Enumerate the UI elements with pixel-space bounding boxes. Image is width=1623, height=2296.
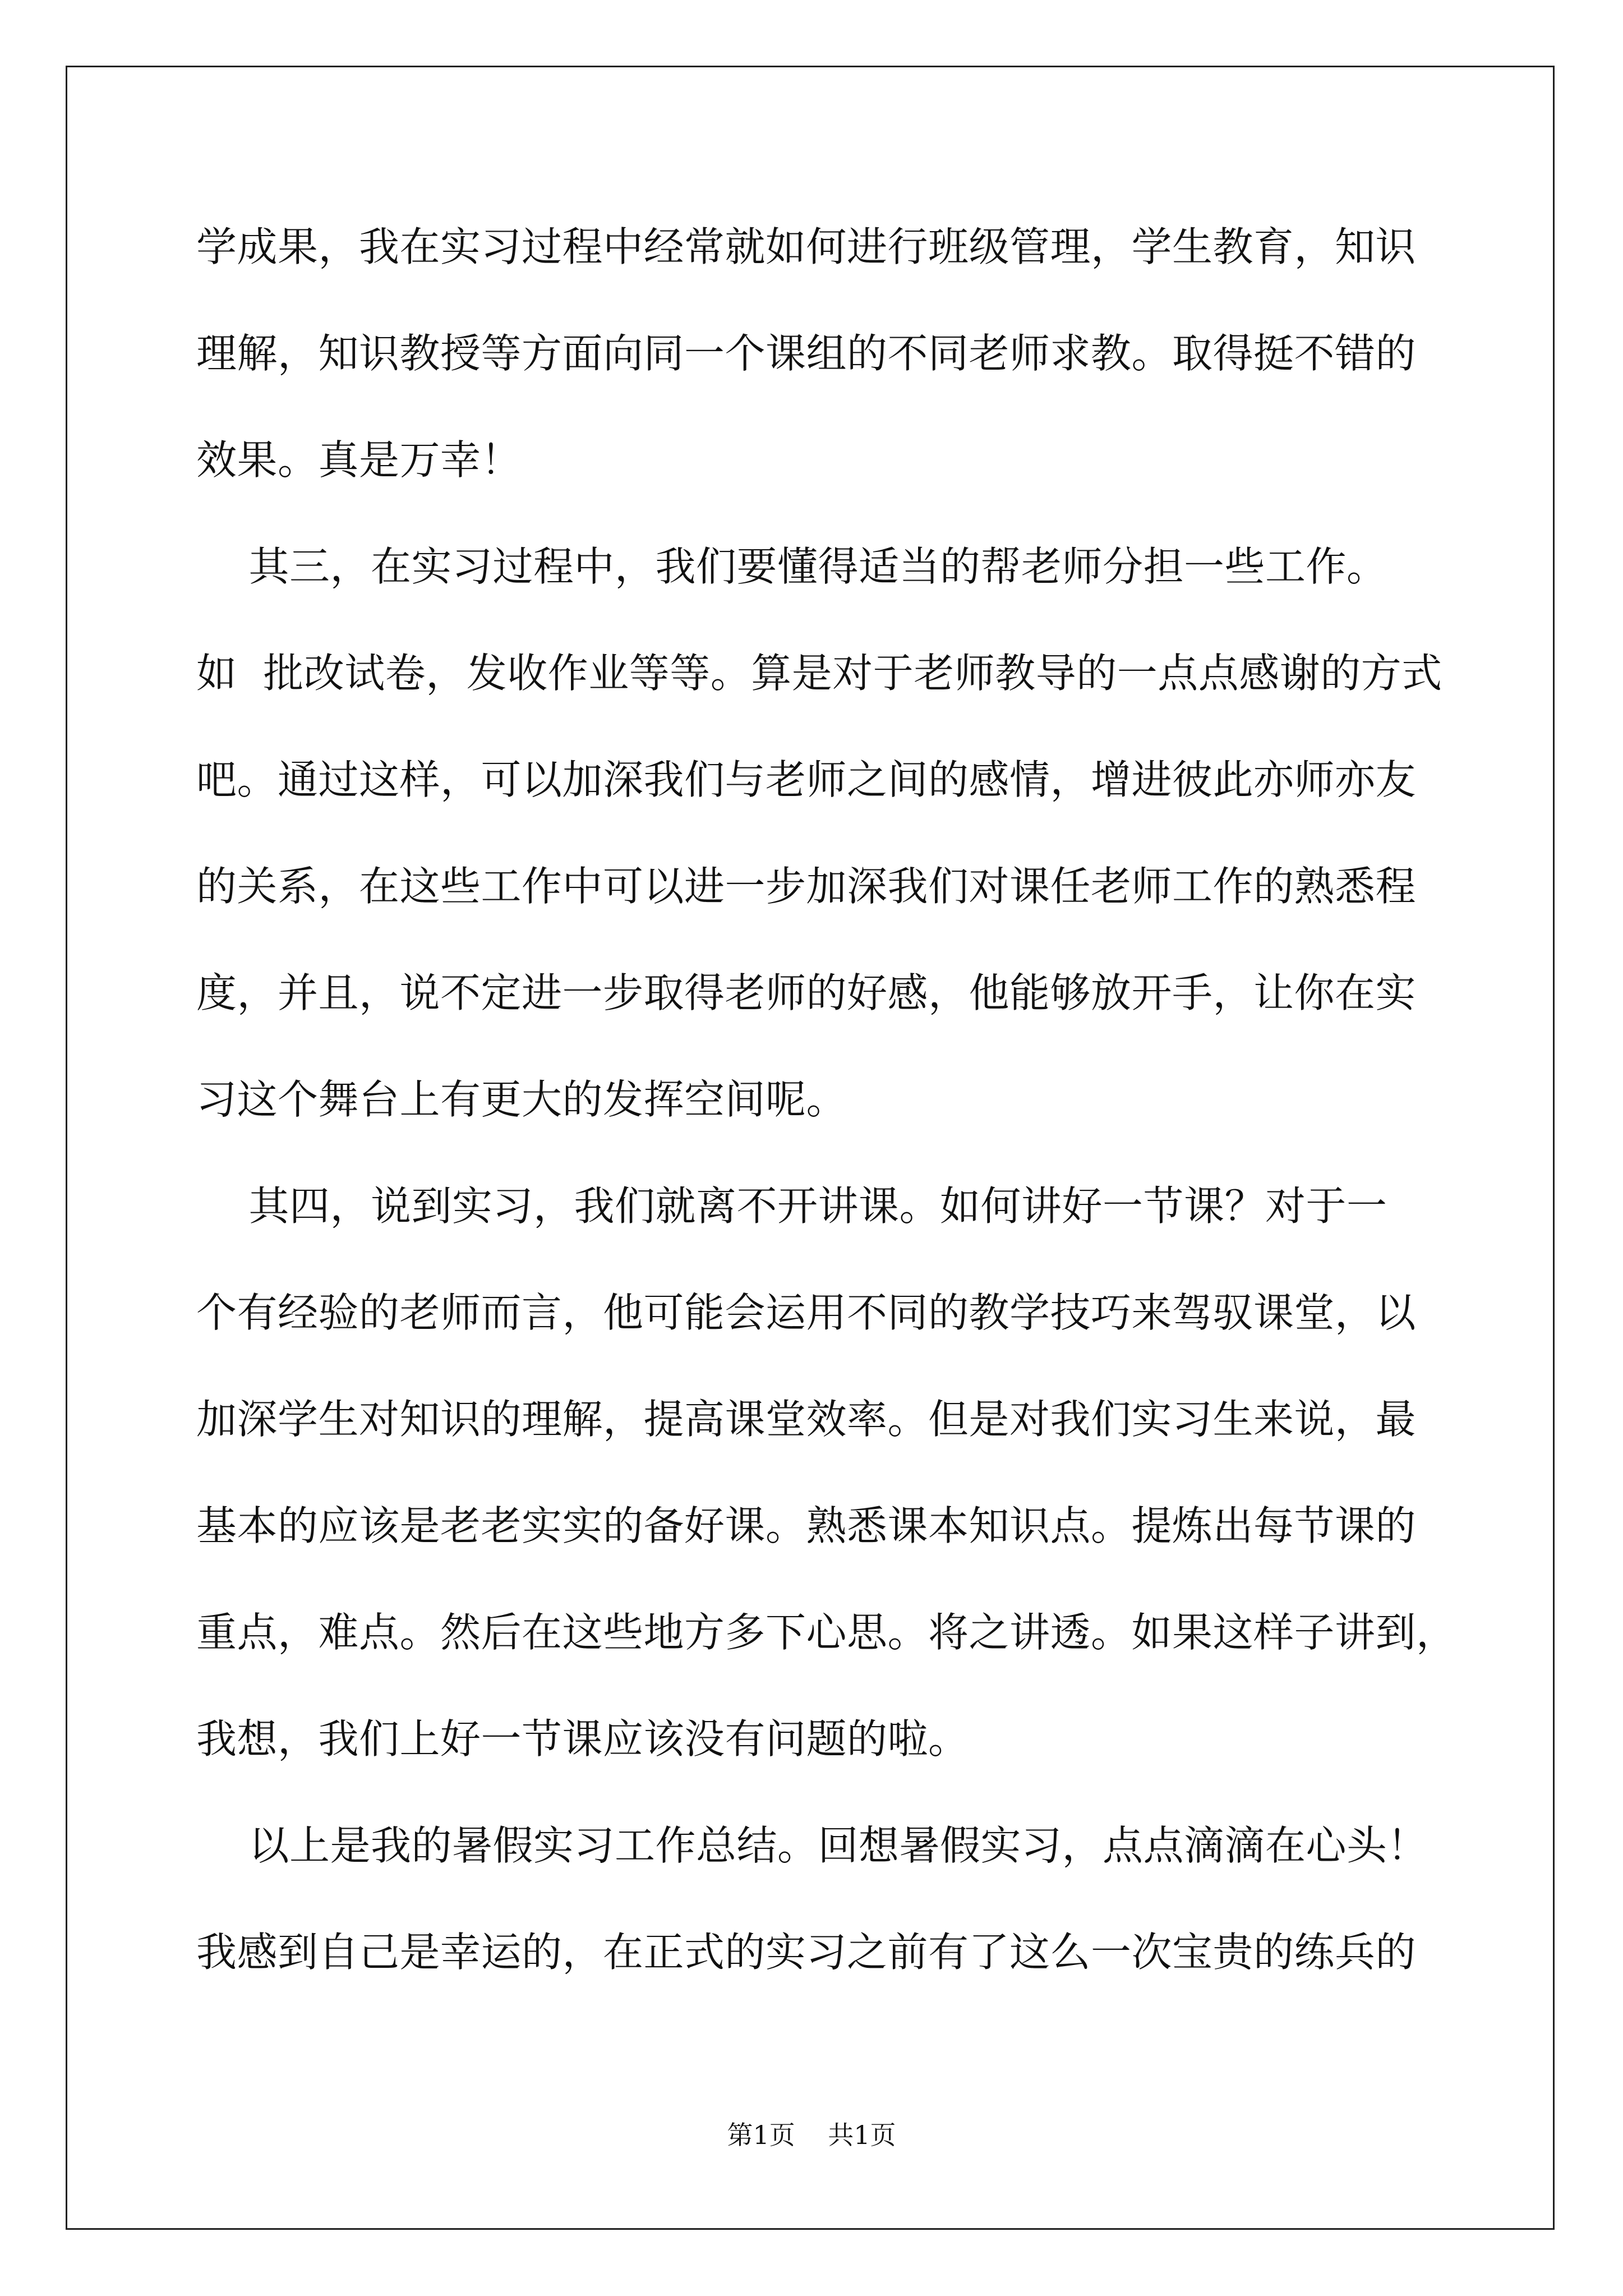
page-number-footer: 第1页 共1页 [727, 2120, 896, 2150]
body-line: 理解，知识教授等方面向同一个课组的不同老师求教。取得挺不错的 [196, 330, 1417, 377]
page-border [66, 66, 1555, 2230]
body-line: 基本的应该是老老实实的备好课。熟悉课本知识点。提炼出每节课的 [196, 1502, 1417, 1549]
body-line: 重点，难点。然后在这些地方多下心思。将之讲透。如果这样子讲到， [196, 1609, 1457, 1656]
body-line: 其三，在实习过程中，我们要懂得适当的帮老师分担一些工作。 [196, 543, 1387, 590]
body-line: 我想，我们上好一节课应该没有问题的啦。 [196, 1715, 969, 1763]
body-line: 加深学生对知识的理解，提高课堂效率。但是对我们实习生来说，最 [196, 1396, 1417, 1443]
body-line: 如 批改试卷，发收作业等等。算是对于老师教导的一点点感谢的方式 [196, 650, 1442, 697]
body-line: 以上是我的暑假实习工作总结。回想暑假实习，点点滴滴在心头！ [196, 1822, 1428, 1869]
body-line: 效果。真是万幸！ [196, 436, 522, 484]
body-line: 学成果，我在实习过程中经常就如何进行班级管理，学生教育，知识 [196, 223, 1417, 270]
body-line: 其四，说到实习，我们就离不开讲课。如何讲好一节课？对于一 [196, 1182, 1387, 1230]
body-line: 的关系，在这些工作中可以进一步加深我们对课任老师工作的熟悉程 [196, 863, 1417, 910]
body-line: 习这个舞台上有更大的发挥空间呢。 [196, 1076, 847, 1123]
body-line: 吧。通过这样，可以加深我们与老师之间的感情，增进彼此亦师亦友 [196, 756, 1417, 803]
body-line: 我感到自己是幸运的，在正式的实习之前有了这么一次宝贵的练兵的 [196, 1929, 1417, 1976]
body-line: 度，并且，说不定进一步取得老师的好感，他能够放开手，让你在实 [196, 969, 1417, 1016]
body-line: 个有经验的老师而言，他可能会运用不同的教学技巧来驾驭课堂，以 [196, 1289, 1417, 1336]
